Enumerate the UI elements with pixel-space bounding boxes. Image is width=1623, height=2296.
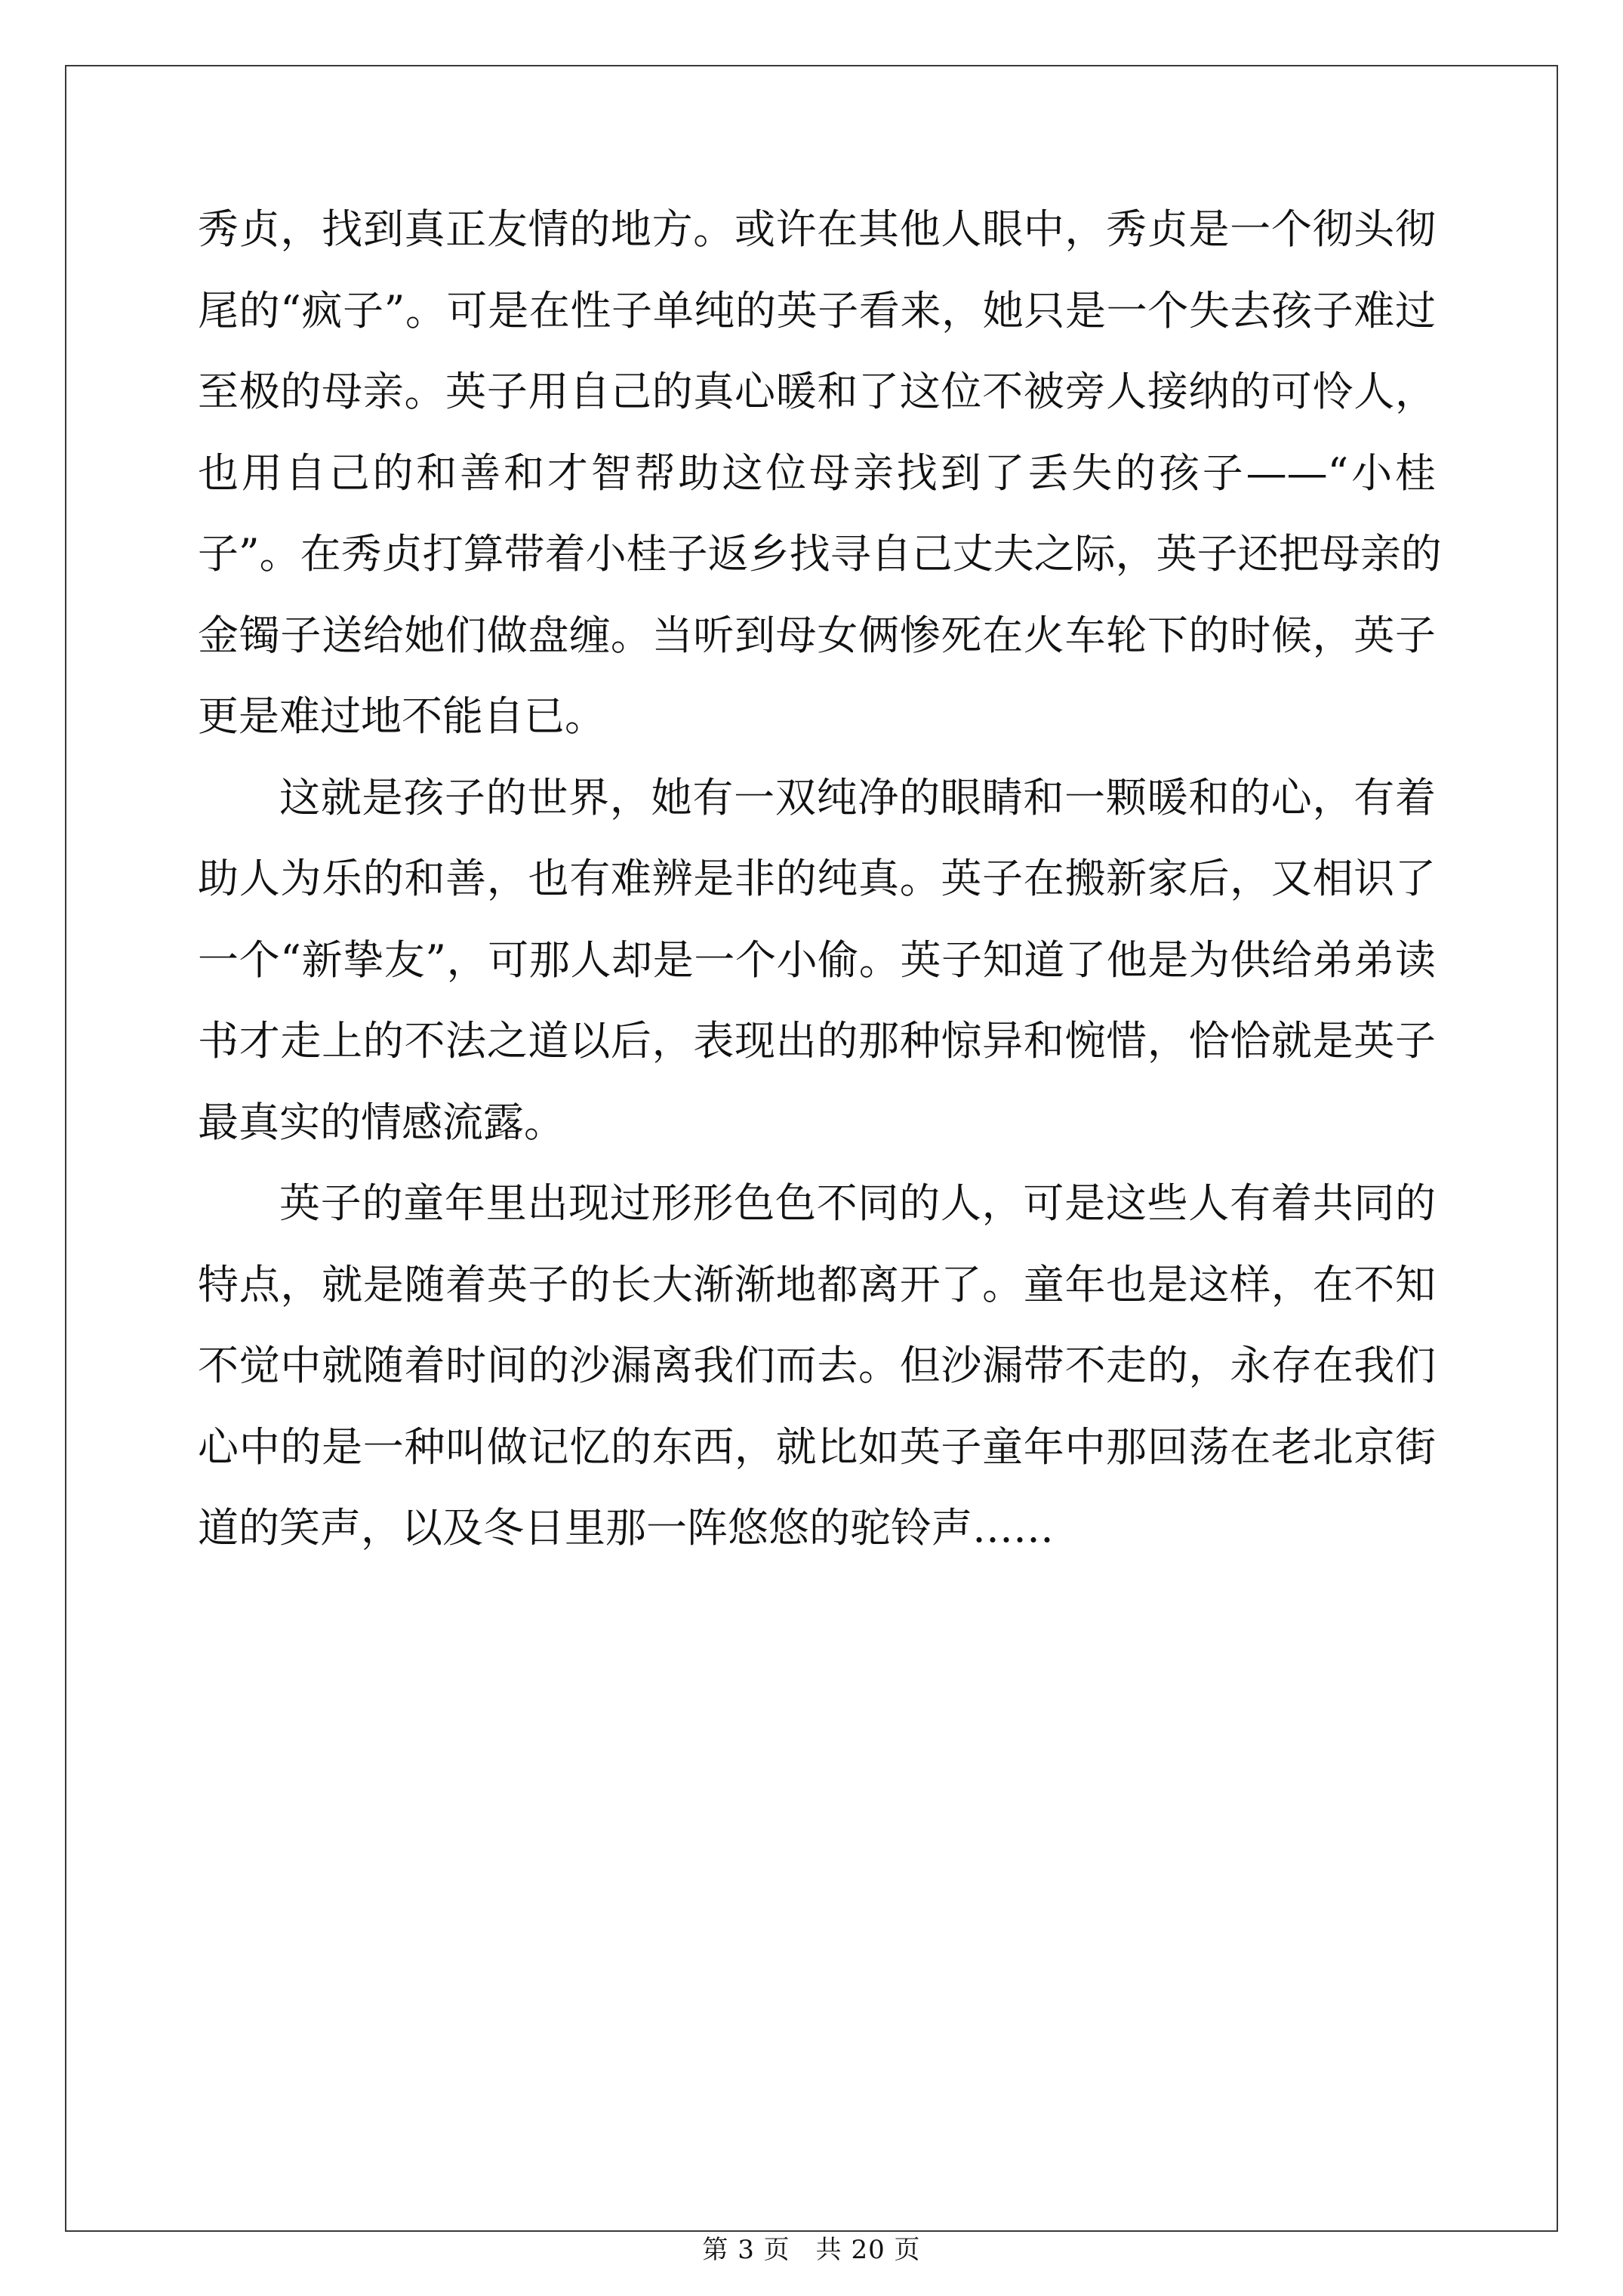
page-total: 共 20 页 (815, 2235, 921, 2265)
paragraph-1-line-4: 也用自己的和善和才智帮助这位母亲找到了丢失的孩子——“小桂 (198, 448, 1436, 497)
paragraph-3-line-1: 英子的童年里出现过形形色色不同的人，可是这些人有着共同的 (279, 1179, 1436, 1227)
paragraph-2-line-5: 最真实的情感流露。 (198, 1098, 565, 1146)
paragraph-1-line-2: 尾的“疯子”。可是在性子单纯的英子看来，她只是一个失去孩子难过 (198, 286, 1436, 334)
paragraph-3-line-2: 特点，就是随着英子的长大渐渐地都离开了。童年也是这样，在不知 (198, 1260, 1436, 1308)
paragraph-1-line-5: 子”。在秀贞打算带着小桂子返乡找寻自己丈夫之际，英子还把母亲的 (198, 530, 1442, 578)
paragraph-3-line-5: 道的笑声，以及冬日里那一阵悠悠的驼铃声…… (198, 1504, 1054, 1552)
paragraph-2-line-1: 这就是孩子的世界，她有一双纯净的眼睛和一颗暖和的心，有着 (279, 773, 1436, 821)
paragraph-2-line-4: 书才走上的不法之道以后，表现出的那种惊异和惋惜，恰恰就是英子 (198, 1017, 1436, 1065)
paragraph-1-line-3: 至极的母亲。英子用自己的真心暖和了这位不被旁人接纳的可怜人， (198, 368, 1436, 415)
paragraph-3-line-4: 心中的是一种叫做记忆的东西，就比如英子童年中那回荡在老北京街 (198, 1422, 1436, 1471)
paragraph-1-line-1: 秀贞，找到真正友情的地方。或许在其他人眼中，秀贞是一个彻头彻 (198, 205, 1436, 253)
paragraph-2-line-2: 助人为乐的和善，也有难辨是非的纯真。英子在搬新家后，又相识了 (198, 855, 1436, 902)
paragraph-2-line-3: 一个“新挚友”，可那人却是一个小偷。英子知道了他是为供给弟弟读 (198, 935, 1436, 984)
page-footer (0, 2233, 1623, 2267)
paragraph-3-line-3: 不觉中就随着时间的沙漏离我们而去。但沙漏带不走的，永存在我们 (198, 1342, 1436, 1389)
page-number: 第 3 页 (702, 2235, 790, 2265)
document-body (198, 189, 1442, 1569)
paragraph-1-line-6: 金镯子送给她们做盘缠。当听到母女俩惨死在火车轮下的时候，英子 (198, 611, 1436, 659)
paragraph-1-line-7: 更是难过地不能自已。 (198, 692, 605, 740)
